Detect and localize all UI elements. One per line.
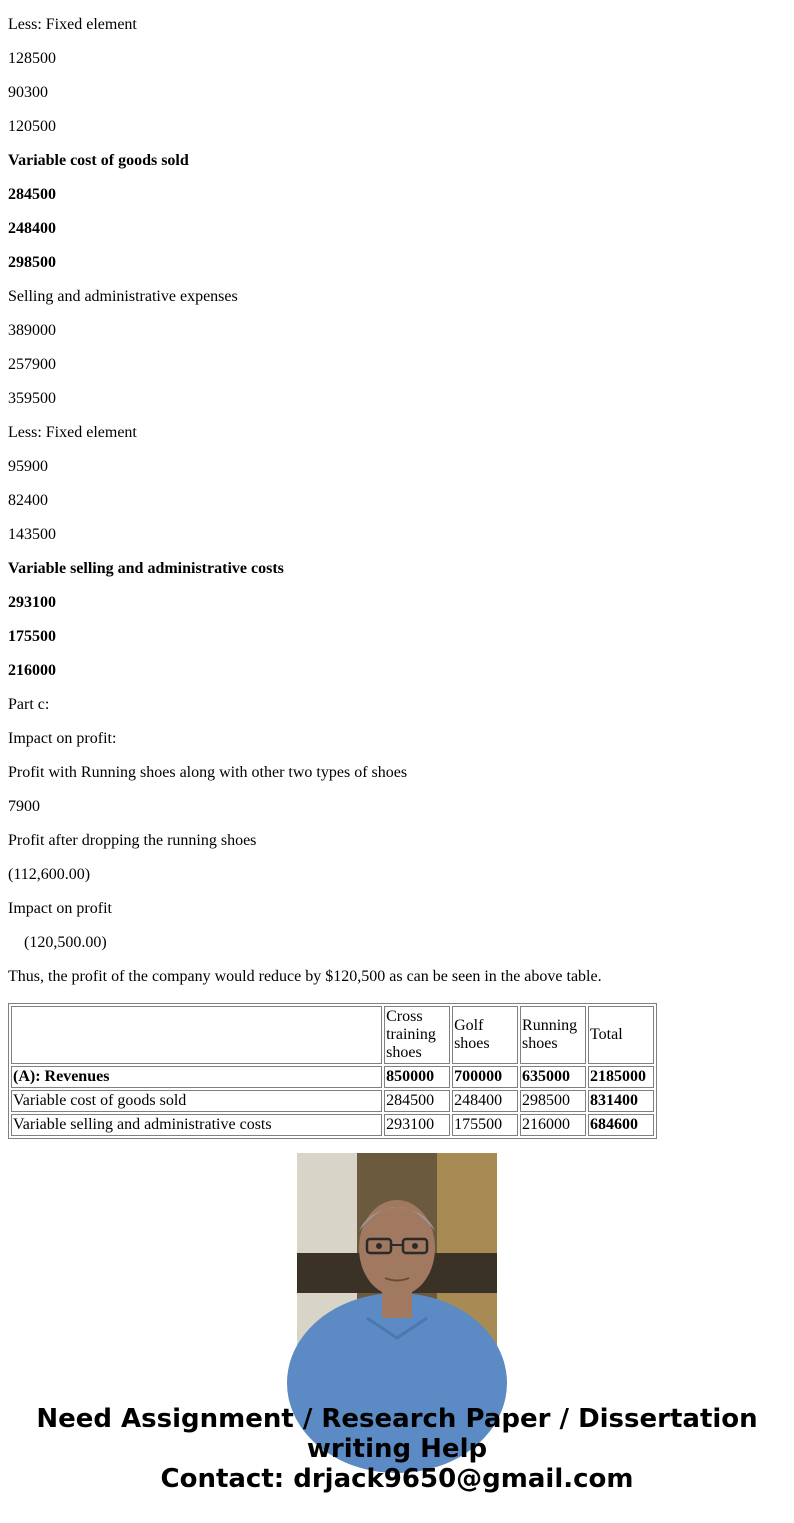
promo-banner xyxy=(0,1404,794,1494)
row-label: Variable selling and administrative costs xyxy=(11,1114,382,1136)
text-line: 284500 xyxy=(8,186,56,203)
text-line: Profit with Running shoes along with other two types of shoes xyxy=(8,764,408,781)
text-line: 293100 xyxy=(8,594,56,611)
text-line: 359500 xyxy=(8,390,56,407)
text-line: 90300 xyxy=(8,84,48,101)
table-header-row xyxy=(11,1006,654,1064)
cell-golf: 248400 xyxy=(452,1090,518,1112)
text-line: (120,500.00) xyxy=(24,934,107,951)
cell-golf: 175500 xyxy=(452,1114,518,1136)
text-line: 82400 xyxy=(8,492,48,509)
row-label: (A): Revenues xyxy=(11,1066,382,1088)
text-line: 120500 xyxy=(8,118,56,135)
cell-total: 2185000 xyxy=(588,1066,654,1088)
header-total: Total xyxy=(588,1006,654,1064)
text-line: 143500 xyxy=(8,526,56,543)
cell-running: 298500 xyxy=(520,1090,586,1112)
cell-total: 684600 xyxy=(588,1114,654,1136)
header-golf: Golf shoes xyxy=(452,1006,518,1064)
text-line: 7900 xyxy=(8,798,40,815)
cell-golf: 700000 xyxy=(452,1066,518,1088)
text-line: Less: Fixed element xyxy=(8,424,137,441)
text-line: (112,600.00) xyxy=(8,866,91,883)
text-line: 248400 xyxy=(8,220,56,237)
header-blank-cell xyxy=(11,1006,382,1064)
text-line: Part c: xyxy=(8,696,50,713)
text-line: 175500 xyxy=(8,628,56,645)
author-avatar xyxy=(297,1153,497,1353)
text-line: 389000 xyxy=(8,322,56,339)
text-line: Thus, the profit of the company would reduce by $120,500 as can be seen in the above table. xyxy=(8,968,602,985)
cell-cross: 293100 xyxy=(384,1114,450,1136)
text-line: Variable cost of goods sold xyxy=(8,152,189,169)
promo-line-1: Need Assignment / Research Paper / Dissertation xyxy=(36,1404,758,1434)
promo-line-2: writing Help xyxy=(306,1434,488,1464)
text-line: Selling and administrative expenses xyxy=(8,288,238,305)
text-line: Impact on profit: xyxy=(8,730,117,747)
text-line: Profit after dropping the running shoes xyxy=(8,832,257,849)
text-line: Less: Fixed element xyxy=(8,16,137,33)
cell-running: 635000 xyxy=(520,1066,586,1088)
text-line: Variable selling and administrative costs xyxy=(8,560,284,577)
text-line: 216000 xyxy=(8,662,56,679)
text-line: 298500 xyxy=(8,254,56,271)
table-row xyxy=(11,1066,654,1088)
cell-cross: 850000 xyxy=(384,1066,450,1088)
cell-total: 831400 xyxy=(588,1090,654,1112)
promo-contact: Contact: drjack9650@gmail.com xyxy=(160,1464,634,1494)
table-row xyxy=(11,1090,654,1112)
text-line: 95900 xyxy=(8,458,48,475)
row-label: Variable cost of goods sold xyxy=(11,1090,382,1112)
financial-table xyxy=(8,1003,657,1139)
cell-running: 216000 xyxy=(520,1114,586,1136)
table-row xyxy=(11,1114,654,1136)
header-cross-training: Cross training shoes xyxy=(384,1006,450,1064)
text-line: Impact on profit xyxy=(8,900,112,917)
person-portrait-icon xyxy=(297,1153,497,1353)
header-running: Running shoes xyxy=(520,1006,586,1064)
text-line: 257900 xyxy=(8,356,56,373)
text-line: 128500 xyxy=(8,50,56,67)
cell-cross: 284500 xyxy=(384,1090,450,1112)
